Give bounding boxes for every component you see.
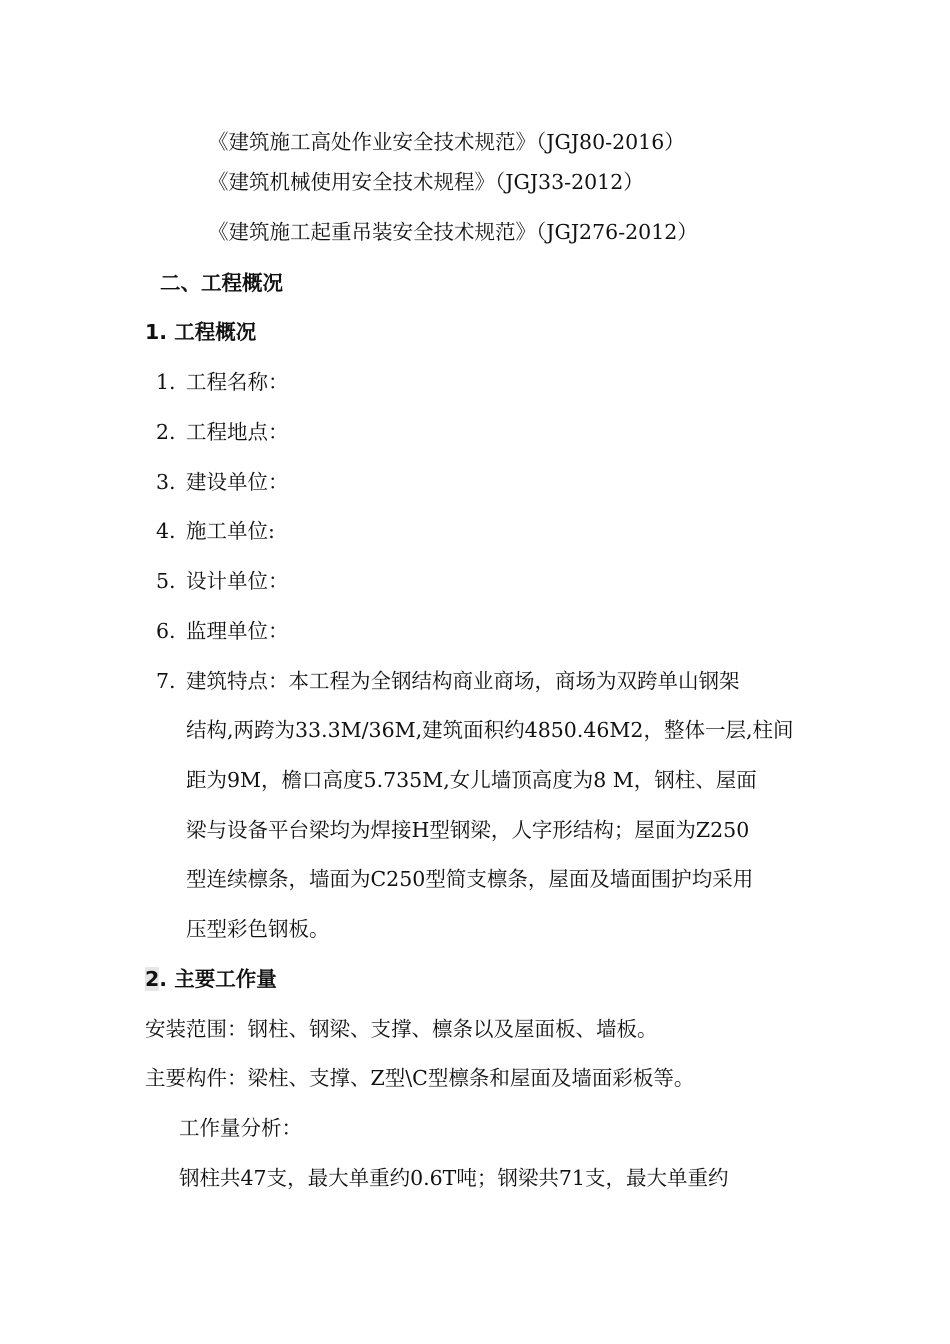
subsection-1-label: 工程概况: [167, 320, 257, 344]
list-item: [156, 617, 289, 645]
list-item-num: 1.: [156, 370, 176, 394]
list-item-continuation: 型连续檩条，墙面为C250型简支檩条，屋面及墙面围护均采用: [186, 867, 754, 891]
workload-text: 钢柱共47支，最大单重约0.6T吨；钢梁共71支，最大单重约: [179, 1166, 729, 1190]
list-item-text: 监理单位：: [186, 619, 289, 643]
list-item-continuation: 梁与设备平台梁均为焊接H型钢梁，人字形结构；屋面为Z250: [186, 818, 750, 842]
list-item-text: 施工单位:: [186, 519, 275, 543]
list-item-text: 工程名称：: [186, 370, 289, 394]
list-item-continuation: 结构,两跨为33.3M/36M,建筑面积约4850.46M2，整体一层,柱间: [186, 718, 794, 742]
subsection-1-title: [145, 318, 256, 346]
list-item-text: 建筑特点：本工程为全钢结构商业商场，商场为双跨单山钢架: [186, 669, 740, 693]
reference-1: 《建筑施工高处作业安全技术规范》（JGJ80-2016）: [208, 130, 685, 154]
list-item-num: 3.: [156, 470, 176, 494]
list-item-continuation: 压型彩色钢板。: [186, 917, 330, 941]
subsection-1-num: 1.: [145, 320, 168, 344]
subsection-2-title: [145, 965, 277, 993]
subsection-2-label: . 主要工作量: [159, 967, 277, 991]
list-item-text: 设计单位：: [186, 569, 289, 593]
list-item: [156, 667, 740, 695]
list-item-num: 4.: [156, 519, 176, 543]
main-parts: 主要构件：梁柱、支撑、Z型\C型檩条和屋面及墙面彩板等。: [145, 1066, 695, 1090]
list-item-text: 工程地点：: [186, 420, 289, 444]
list-item-num: 7.: [156, 669, 176, 693]
list-item: [156, 517, 275, 545]
list-item-text: 建设单位：: [186, 470, 289, 494]
list-item: [156, 418, 289, 446]
list-item-continuation: 距为9M，檐口高度5.735M,女儿墙顶高度为8 M，钢柱、屋面: [186, 768, 757, 792]
list-item-num: 2.: [156, 420, 176, 444]
workload-label: 工作量分析：: [179, 1116, 302, 1140]
reference-2: 《建筑机械使用安全技术规程》（JGJ33-2012）: [208, 170, 644, 194]
section-title: 二、工程概况: [160, 271, 283, 295]
list-item: [156, 368, 289, 396]
list-item-num: 6.: [156, 619, 176, 643]
list-item: [156, 567, 289, 595]
list-item-num: 5.: [156, 569, 176, 593]
reference-3: 《建筑施工起重吊装安全技术规范》（JGJ276-2012）: [208, 220, 698, 244]
install-scope: 安装范围：钢柱、钢梁、支撑、檩条以及屋面板、墙板。: [145, 1017, 658, 1041]
subsection-2-num: 2: [145, 967, 160, 991]
list-item: [156, 468, 289, 496]
